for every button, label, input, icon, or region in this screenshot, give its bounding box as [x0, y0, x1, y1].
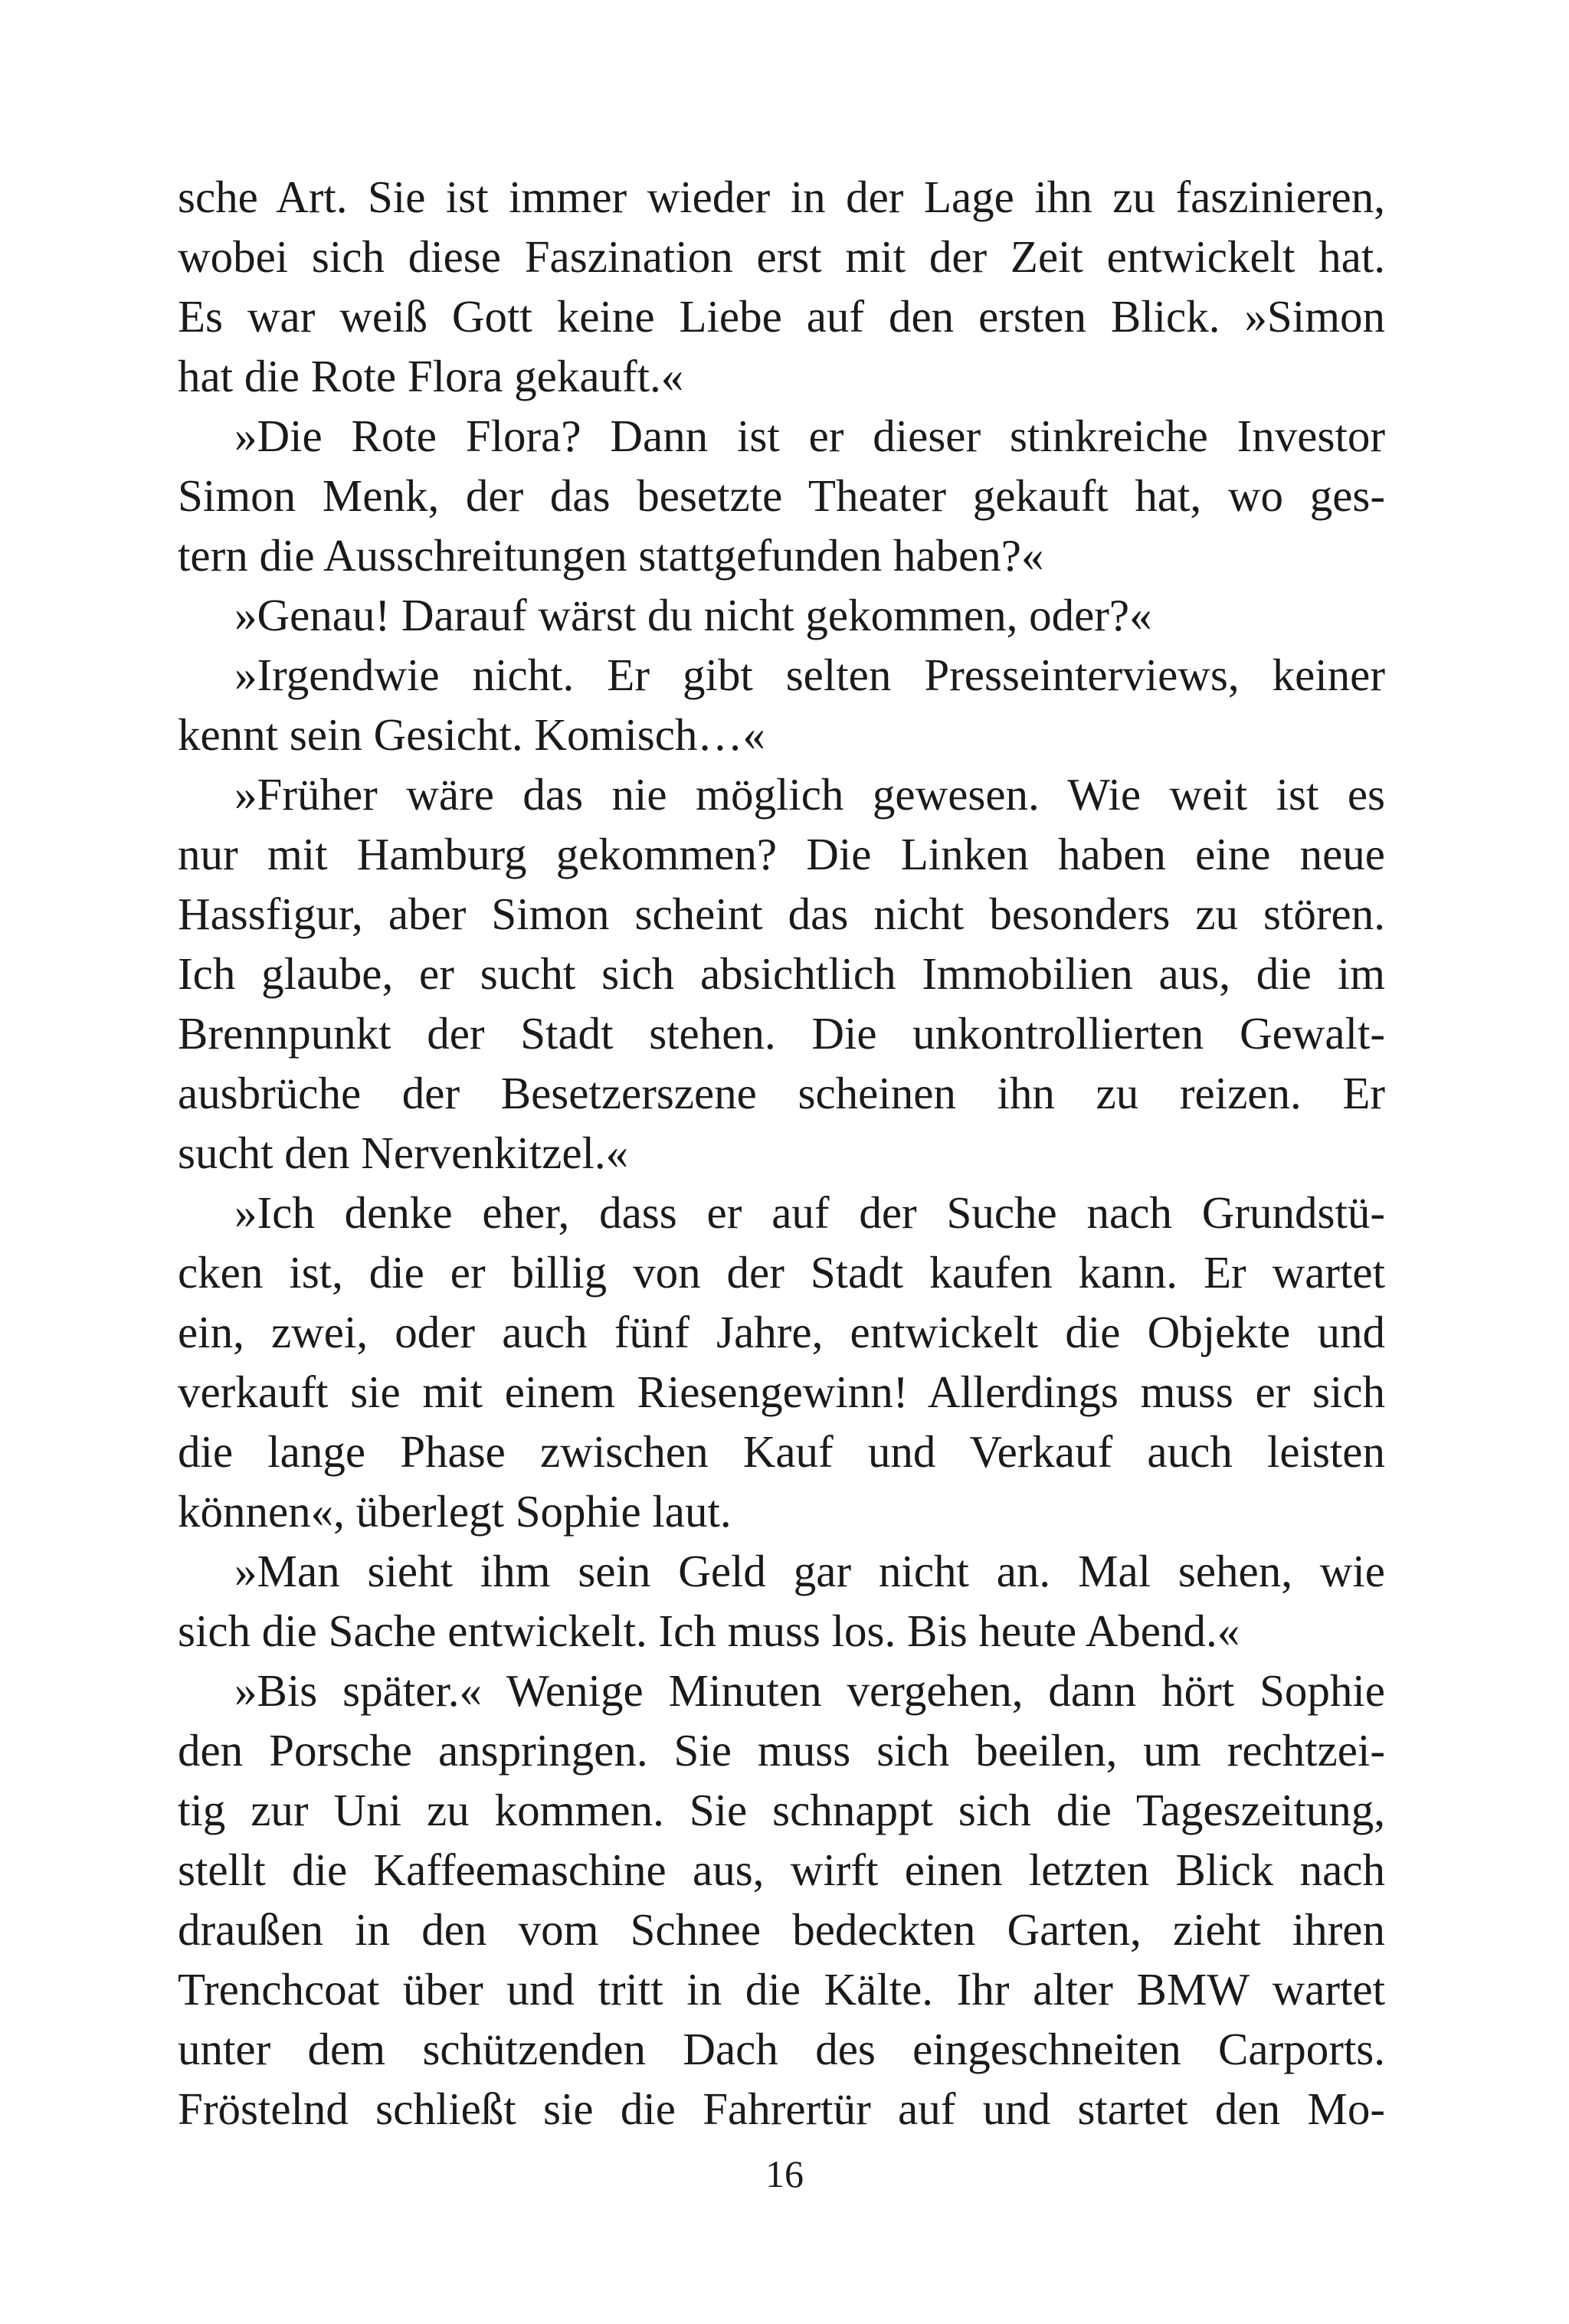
text-line: nur mit Hamburg gekommen? Die Linken haben eine neue	[178, 829, 1385, 879]
text-line: Simon Menk, der das besetzte Theater gekauft hat, wo ges-	[178, 470, 1385, 521]
text-line: »Die Rote Flora? Dann ist er dieser stinkreiche Investor	[234, 411, 1385, 461]
text-line: tig zur Uni zu kommen. Sie schnappt sich die Tageszeitung,	[178, 1785, 1385, 1835]
text-line: verkauft sie mit einem Riesengewinn! Allerdings muss er sich	[178, 1367, 1385, 1417]
text-line: ausbrüche der Besetzerszene scheinen ihn zu reizen. Er	[178, 1068, 1385, 1118]
text-line: wobei sich diese Faszination erst mit der Zeit entwickelt hat.	[178, 231, 1385, 282]
text-line: »Bis später.« Wenige Minuten vergehen, dann hört Sophie	[234, 1665, 1385, 1716]
text-line: kennt sein Gesicht. Komisch…«	[178, 709, 765, 760]
text-line: unter dem schützenden Dach des eingeschneiten Carports.	[178, 2024, 1385, 2074]
body-text	[178, 167, 1385, 2139]
text-line: den Porsche anspringen. Sie muss sich beeilen, um rechtzei-	[178, 1725, 1385, 1776]
text-line: »Ich denke eher, dass er auf der Suche nach Grundstü-	[234, 1187, 1385, 1238]
text-line: stellt die Kaffeemaschine aus, wirft einen letzten Blick nach	[178, 1844, 1385, 1895]
text-line: Trenchcoat über und tritt in die Kälte. Ihr alter BMW wartet	[178, 1964, 1385, 2015]
text-line: »Man sieht ihm sein Geld gar nicht an. Mal sehen, wie	[234, 1546, 1385, 1596]
text-line: sche Art. Sie ist immer wieder in der Lage ihn zu faszinieren,	[178, 172, 1385, 222]
text-line: können«, überlegt Sophie laut.	[178, 1486, 732, 1537]
text-line: Brennpunkt der Stadt stehen. Die unkontrollierten Gewalt-	[178, 1008, 1385, 1059]
text-line: cken ist, die er billig von der Stadt kaufen kann. Er wartet	[178, 1247, 1385, 1298]
text-line: sich die Sache entwickelt. Ich muss los. Bis heute Abend.«	[178, 1606, 1240, 1656]
text-line: Ich glaube, er sucht sich absichtlich Immobilien aus, die im	[178, 948, 1385, 999]
text-line: die lange Phase zwischen Kauf und Verkauf auch leisten	[178, 1426, 1385, 1477]
text-line: Fröstelnd schließt sie die Fahrertür auf und startet den Mo-	[178, 2083, 1385, 2134]
text-line: Hassfigur, aber Simon scheint das nicht besonders zu stören.	[178, 889, 1385, 939]
text-line: Es war weiß Gott keine Liebe auf den ersten Blick. »Simon	[178, 291, 1385, 342]
text-line: hat die Rote Flora gekauft.«	[178, 351, 684, 401]
text-line: tern die Ausschreitungen stattgefunden haben?«	[178, 530, 1044, 581]
text-line: »Früher wäre das nie möglich gewesen. Wie weit ist es	[234, 769, 1385, 820]
page-number: 16	[765, 2152, 804, 2195]
text-line: sucht den Nervenkitzel.«	[178, 1128, 629, 1178]
text-line: »Irgendwie nicht. Er gibt selten Presseinterviews, keiner	[234, 650, 1385, 700]
text-line: draußen in den vom Schnee bedeckten Garten, zieht ihren	[178, 1904, 1385, 1955]
text-line: »Genau! Darauf wärst du nicht gekommen, oder?«	[234, 590, 1152, 640]
text-line: ein, zwei, oder auch fünf Jahre, entwickelt die Objekte und	[178, 1307, 1385, 1357]
